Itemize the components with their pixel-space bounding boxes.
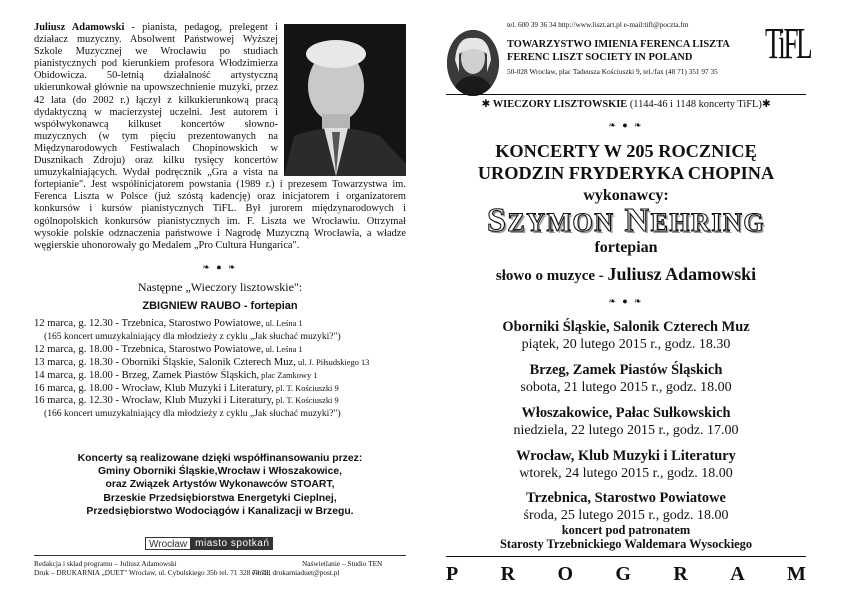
header-divider [446,94,806,95]
wroclaw-logo: Wrocław miasto spotkań [145,537,273,550]
sponsors-block [34,452,406,518]
schedule-row: 12 marca, g. 18.00 - Trzebnica, Starostwo Powiatowe, ul. Leśna 1 [34,343,303,355]
schedule-row: 16 marca, g. 18.00 - Wrocław, Klub Muzyki i Literatury, pl. T. Kościuszki 9 [34,382,339,394]
venue-entry: Włoszakowice, Pałac Sułkowskich niedziela, 22 lutego 2015 r., godz. 17.00 [513,405,739,438]
society-name: TOWARZYSTWO IMIENIA FERENCA LISZTA FERENC LISZT SOCIETY IN POLAND [507,39,730,63]
patronage: koncert pod patronatem Starosty Trzebnickiego Waldemara Wysockiego [499,523,753,551]
venue-entry: Oborniki Śląskie, Salonik Czterech Muz piątek, 20 lutego 2015 r., godz. 18.30 [502,319,750,352]
next-concerts-title: Następne „Wieczory lisztowskie": [137,280,303,294]
schedule-list [34,318,414,421]
schedule-note: (165 koncert umuzykalniający dla młodzieży z cyklu „Jak słuchać muzyki?") [44,330,341,342]
performers-label: wykonawcy: [583,187,669,204]
schedule-row: 13 marca, g. 18.30 - Oborniki Śląskie, Salonik Czterech Muz, ul. J. Piłsudskiego 13 [34,356,370,368]
footer-print: Druk – DRUKARNIA „DUET" Wrocław, ul. Cybulskiego 35b tel. 71 328 78 79, e-mail drukarniaduet@post.pl [34,568,340,577]
footer-divider [34,555,406,556]
artist-name: SZYMON NEHRING [486,202,766,239]
ornament-divider: ❧ ● ❧ [608,296,644,306]
program-divider [446,556,806,557]
ornament-divider: ❧ ● ❧ [202,262,238,272]
schedule-note: (166 koncert umuzykalniający dla młodzieży z cyklu „Jak słuchać muzyki?") [44,408,341,420]
series-line: ✱ WIECZORY LISZTOWSKIE (1144-46 i 1148 koncerty TiFL)✱ [481,99,771,110]
ornament-divider: ❧ ● ❧ [608,120,644,130]
concert-title: KONCERTY W 205 ROCZNICĘ URODZIN FRYDERYKA CHOPINA [477,141,775,183]
sponsor-line: Brzeskie Przedsiębiorstwa Energetyki Cieplnej, [103,492,337,504]
sponsor-line: Koncerty są realizowane dzięki współfinansowaniu przez: [77,453,363,464]
venue-entry: Wrocław, Klub Muzyki i Literatury wtorek, 24 lutego 2015 r., godz. 18.00 [516,448,736,481]
schedule-row: 16 marca, g. 12.30 - Wrocław, Klub Muzyki i Literatury, pl. T. Kościuszki 9 [34,395,339,407]
bio-name: Juliusz Adamowski [34,22,125,33]
schedule-row: 12 marca, g. 12.30 - Trzebnica, Starostwo Powiatowe, ul. Leśna 1 [34,318,303,329]
adamowski-photo [284,24,406,176]
tifl-logo: TiFL [765,19,811,68]
sponsor-line: Gminy Oborniki Śląskie,Wrocław i Włoszakowice, [97,466,343,478]
sponsor-line: Przedsiębiorstwo Wodociągów i Kanalizacji w Brzegu. [86,505,354,517]
society-contact: tel. 600 39 36 34 http://www.liszt.art.pl e-mail:tifl@poczta.fm [507,20,689,29]
footer-credits: Redakcja i skład programu – Juliusz Adamowski Naświetlanie – Studio TEN [34,559,383,568]
next-performer: ZBIGNIEW RAUBO - fortepian [142,300,298,312]
sponsor-line: oraz Związek Artystów Wykonawców STOART, [105,479,335,491]
venue-entry: Trzebnica, Starostwo Powiatowe środa, 25 lutego 2015 r., godz. 18.00 koncert pod patronatem Starosty Trzebnickiego Waldemara Wysockiego [436,490,816,551]
schedule-row: 14 marca, g. 18.00 - Brzeg, Zamek Piastów Śląskich, plac Zamkowy 1 [34,369,318,381]
venue-entry: Brzeg, Zamek Piastów Śląskich sobota, 21 lutego 2015 r., godz. 18.00 [520,362,732,395]
society-address: 50-028 Wrocław, plac Tadeusza Kościuszki 9, tel./fax (48 71) 351 97 35 [507,67,718,76]
commentary-line: słowo o muzyce - Juliusz Adamowski [495,264,757,284]
instrument: fortepian [594,239,658,256]
program-heading: P R O G R A M [446,563,806,585]
biography [34,22,406,252]
liszt-portrait [447,30,499,96]
bio-text: - pianista, pedagog, prelegent i działacz muzyczny. Absolwent Państwowej Wyższej Szkole Muzycznej we Wrocławiu po studiach pianistycznych pod kierunkiem profesora Włodzimierza Obidowicza. 50-letnią działalność artystyczną ukierunkował głównie na upowszechnienie muzyki, przez 42 lata (do 2002 r.) łączył z kilkukierunkową pracą dydaktyczną w macierzystej uczelni. Jest autorem i współwykonawcą kilkuset koncertów słowno-muzycznych (w tym pięciu prezentowanych na Międzynarodowych Festiwalach Chopinowskich w Dusznikach Zdroju) oraz kilku tysięcy koncertów umuzykalniających. Wydał podręcznik „Gra a vista na fortepianie". Jest współinicjatorem powstania (1989 r.) i prezesem Towarzystwa im. Ferenca Liszta w Polsce (już szóstą kadencję) oraz inicjatorem i organizatorem konkursów i kursów pianistycznych TiFL. Był jurorem międzynarodowych i ogólnopolskich konkursów pianistycznych im. F. Liszta we Wrocławiu. Otrzymał wysokie polskie odznaczenia państwowe i Nagrodę Muzyczną Wrocławia, a władze węgierskie uhonorowały go Medalem „Pro Cultura Hungarica". [34,22,406,251]
